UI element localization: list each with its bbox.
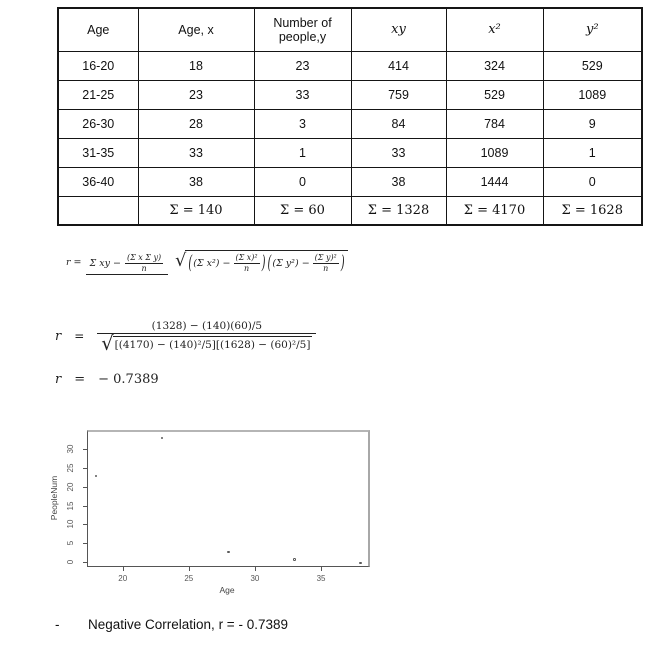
table-cell: 33 <box>351 138 446 167</box>
table-row <box>58 80 642 109</box>
y-tick-label: 15 <box>66 501 75 510</box>
table-cell: 38 <box>351 167 446 196</box>
group2-subfraction <box>313 253 339 273</box>
table-cell: 0 <box>254 167 351 196</box>
table-header-row <box>58 8 642 51</box>
group1-bottom: n <box>243 264 250 273</box>
table-row <box>58 51 642 80</box>
y-tick-label: 25 <box>66 463 75 473</box>
y-axis-tick <box>83 543 87 544</box>
x-tick-label: 25 <box>184 574 194 583</box>
table-cell: 33 <box>138 138 254 167</box>
x-axis-tick <box>255 567 256 571</box>
radicand <box>185 250 347 273</box>
table-cell: 9 <box>543 109 642 138</box>
group2-text: (Σ y²) − <box>272 257 310 269</box>
formula-denominator <box>97 332 316 355</box>
table-cell: 3 <box>254 109 351 138</box>
column-header: x² <box>446 8 543 51</box>
y-axis-tick <box>83 449 87 450</box>
y-tick-label: 30 <box>66 444 75 454</box>
y-axis-tick <box>83 562 87 563</box>
table-cell <box>58 196 138 225</box>
group1-top: (Σ x)² <box>235 253 258 262</box>
open-paren: ( <box>188 252 193 274</box>
correlation-formula-numeric <box>55 319 316 353</box>
table-cell: 23 <box>138 80 254 109</box>
table-cell: Σ = 4170 <box>446 196 543 225</box>
column-header: Age <box>58 8 138 51</box>
group2-bottom: n <box>323 264 329 273</box>
column-header: Number of people,y <box>254 8 351 51</box>
table-cell: 23 <box>254 51 351 80</box>
x-axis-tick <box>189 567 190 571</box>
x-tick-label: 30 <box>250 574 260 583</box>
y-tick-label: 0 <box>66 560 75 565</box>
formula-lhs: r = <box>66 256 82 268</box>
scatter-plot <box>40 425 390 603</box>
sum-row <box>58 196 642 225</box>
equals-sign: = <box>74 372 86 387</box>
table-cell: 784 <box>446 109 543 138</box>
table-cell: 16-20 <box>58 51 138 80</box>
formula-lhs: r <box>55 372 62 387</box>
table-cell: 31-35 <box>58 138 138 167</box>
correlation-formula-general <box>66 249 352 275</box>
equals-sign: = <box>74 329 85 343</box>
plot-area <box>87 430 370 567</box>
table-cell: 84 <box>351 109 446 138</box>
main-fraction <box>97 319 316 353</box>
conclusion-text: Negative Correlation, r = - 0.7389 <box>88 617 288 632</box>
table-cell: 414 <box>351 51 446 80</box>
x-axis-label: Age <box>219 585 235 595</box>
group1-text: (Σ x²) − <box>193 257 231 269</box>
table-row <box>58 167 642 196</box>
group1-subfraction <box>234 253 260 273</box>
table-cell: Σ = 140 <box>138 196 254 225</box>
numerator-text: Σ xy − <box>89 257 121 269</box>
formula-numerator <box>86 252 169 275</box>
column-header: Age, x <box>138 8 254 51</box>
result-value: − 0.7389 <box>98 372 159 387</box>
y-tick-label: 10 <box>66 520 75 529</box>
x-axis-tick <box>321 567 322 571</box>
y-tick-label: 20 <box>66 482 75 491</box>
table-cell: Σ = 1328 <box>351 196 446 225</box>
main-fraction <box>86 249 352 275</box>
table-cell: 36-40 <box>58 167 138 196</box>
subfraction-top: (Σ x Σ y) <box>126 253 162 263</box>
table-cell: 529 <box>543 51 642 80</box>
y-axis-tick <box>83 506 87 507</box>
numerator-subfraction <box>125 253 163 273</box>
table-cell: 1 <box>254 138 351 167</box>
open-paren2: ( <box>267 252 272 274</box>
table-cell: 1089 <box>446 138 543 167</box>
x-tick-label: 20 <box>118 574 128 583</box>
sqrt-sign: √ <box>175 250 187 271</box>
table-cell: 324 <box>446 51 543 80</box>
x-axis-tick <box>123 567 124 571</box>
column-header: y² <box>543 8 642 51</box>
subfraction-bottom: n <box>141 264 147 274</box>
table-cell: 1089 <box>543 80 642 109</box>
radicand: [(4170) − (140)²/5][(1628) − (60)²/5] <box>113 336 313 351</box>
table-cell: 529 <box>446 80 543 109</box>
y-axis-tick <box>83 487 87 488</box>
table-cell: 1444 <box>446 167 543 196</box>
table-cell: 28 <box>138 109 254 138</box>
data-point <box>227 551 230 554</box>
column-header: xy <box>351 8 446 51</box>
sqrt-sign: √ <box>101 332 114 355</box>
y-tick-label: 5 <box>66 541 75 546</box>
data-point <box>95 475 98 478</box>
group2-top: (Σ y)² <box>314 253 337 262</box>
close-paren2: ) <box>340 252 345 274</box>
data-point <box>161 437 164 440</box>
table-cell: 21-25 <box>58 80 138 109</box>
table-cell: 18 <box>138 51 254 80</box>
data-point <box>293 558 296 561</box>
close-paren: ) <box>261 252 266 274</box>
y-axis-tick <box>83 524 87 525</box>
conclusion-note <box>55 617 288 632</box>
table-cell: 26-30 <box>58 109 138 138</box>
data-point <box>359 562 362 565</box>
table-cell: 38 <box>138 167 254 196</box>
formula-numerator: (1328) − (140)(60)/5 <box>97 319 316 334</box>
bullet-dash: - <box>55 617 60 632</box>
table-cell: 0 <box>543 167 642 196</box>
x-tick-label: 35 <box>316 574 326 583</box>
table-cell: Σ = 1628 <box>543 196 642 225</box>
correlation-result <box>55 372 159 387</box>
y-axis-label: PeopleNum <box>49 475 59 521</box>
table-row <box>58 109 642 138</box>
formula-denominator <box>171 249 352 273</box>
table-cell: 33 <box>254 80 351 109</box>
formula-lhs: r <box>55 328 62 344</box>
statistics-table <box>57 7 643 226</box>
table-cell: Σ = 60 <box>254 196 351 225</box>
table-cell: 1 <box>543 138 642 167</box>
y-axis-tick <box>83 468 87 469</box>
table-row <box>58 138 642 167</box>
table-cell: 759 <box>351 80 446 109</box>
